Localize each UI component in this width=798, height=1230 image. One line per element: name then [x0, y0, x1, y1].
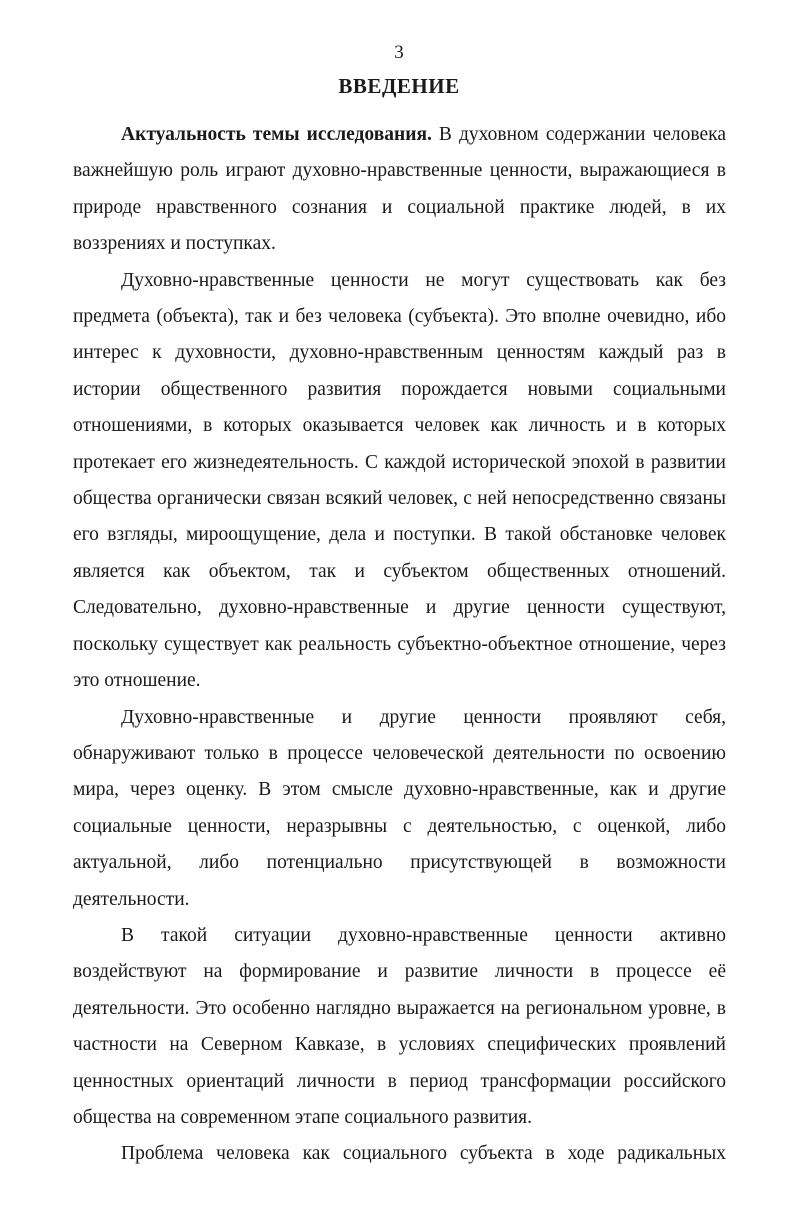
- paragraph-text: В такой ситуации духовно-нравственные ценности активно воздействуют на формирование и развитие личности в процессе её деятельности. Это особенно наглядно выражается на региональном уровне, в частности на Северном Кавказе, в условиях специфических проявлений ценностных ориентаций личности в период трансформации российского общества на современном этапе социального развития.: [73, 924, 726, 1128]
- paragraph: [73, 700, 726, 918]
- paragraph-text: Духовно-нравственные и другие ценности проявляют себя, обнаруживают только в процессе человеческой деятельности по освоению мира, через оценку. В этом смысле духовно-нравственные, как и другие социальные ценности, неразрывны с деятельностью, с оценкой, либо актуальной, либо потенциально присутствующей в возможности деятельности.: [73, 706, 726, 910]
- section-heading: ВВЕДЕНИЕ: [338, 74, 460, 98]
- paragraph: [73, 918, 726, 1136]
- paragraph-text: Духовно-нравственные ценности не могут существовать как без предмета (объекта), так и без человека (субъекта). Это вполне очевидно, ибо интерес к духовности, духовно-нравственным ценностям каждый раз в истории общественного развития порождается новыми социальными отношениями, в которых оказывается человек как личность и в которых протекает его жизнедеятельность. С каждой исторической эпохой в развитии общества органически связан всякий человек, с ней непосредственно связаны его взгляды, мироощущение, дела и поступки. В такой обстановке человек является как объектом, так и субъектом общественных отношений. Следовательно, духовно-нравственные и другие ценности существуют, поскольку существует как реальность субъектно-объектное отношение, через это отношение.: [73, 269, 726, 692]
- paragraph-text: В духовном содержании человека важнейшую роль играют духовно-нравственные ценности, выражающиеся в природе нравственного сознания и социальной практике людей, в их воззрениях и поступках.: [73, 124, 726, 255]
- paragraph-text: Проблема человека как социального субъекта в ходе радикальных: [121, 1143, 726, 1165]
- paragraph: [73, 263, 726, 700]
- paragraph-lead: Актуальность темы исследования.: [121, 124, 432, 145]
- body-text: [73, 117, 726, 1173]
- paragraph-last: [73, 1136, 726, 1172]
- page-number: 3: [394, 42, 404, 63]
- paragraph-relevance: [73, 117, 726, 263]
